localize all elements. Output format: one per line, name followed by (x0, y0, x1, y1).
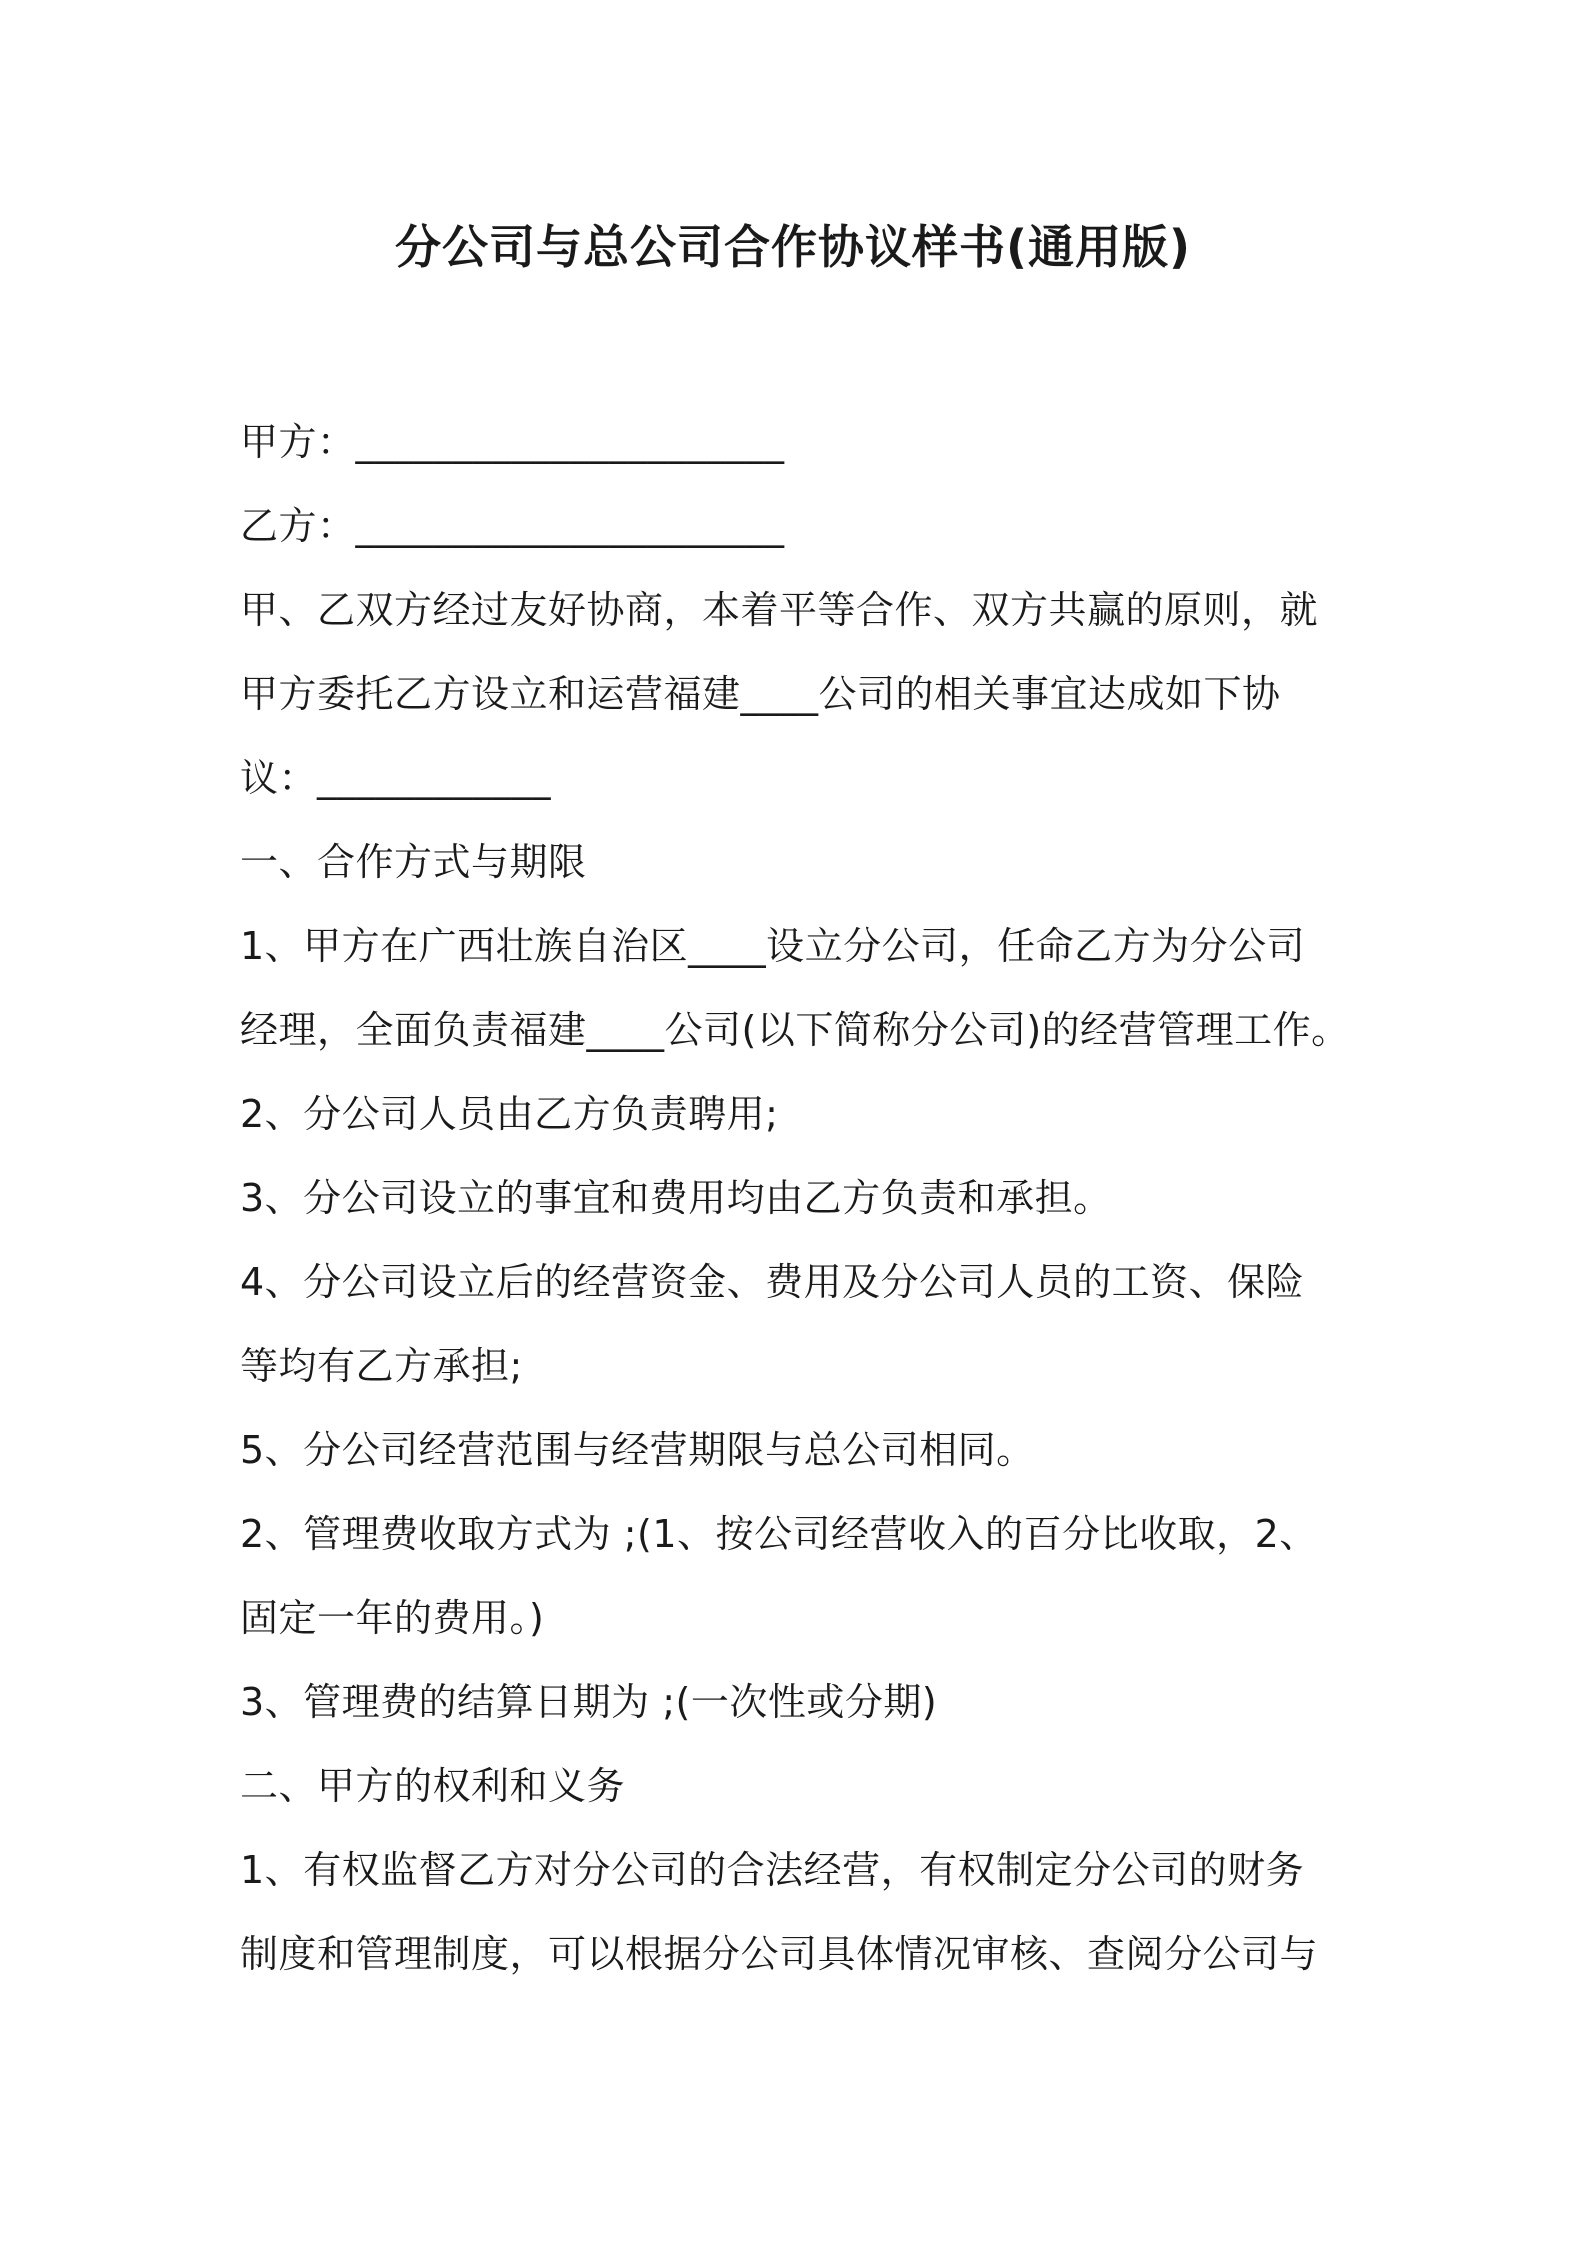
clause-line: 制度和管理制度，可以根据分公司具体情况审核、查阅分公司与 (240, 1932, 1319, 1976)
clause-line: 经理，全面负责福建____公司(以下简称分公司)的经营管理工作。 (240, 1008, 1350, 1052)
clause-line: 1、甲方在广西壮族自治区____设立分公司，任命乙方为分公司 (240, 924, 1306, 968)
clause-line: 2、分公司人员由乙方负责聘用; (240, 1092, 779, 1136)
clause-line: 3、管理费的结算日期为 ;(一次性或分期) (240, 1680, 938, 1724)
section-heading: 二、甲方的权利和义务 (240, 1764, 626, 1808)
section-heading: 一、合作方式与期限 (240, 840, 587, 884)
clause-line: 4、分公司设立后的经营资金、费用及分公司人员的工资、保险 (240, 1260, 1305, 1304)
clause-line: 1、有权监督乙方对分公司的合法经营，有权制定分公司的财务 (240, 1848, 1305, 1892)
clause-line: 5、分公司经营范围与经营期限与总公司相同。 (240, 1428, 1035, 1472)
document-body (240, 400, 1380, 1996)
document-title: 分公司与总公司合作协议样书(通用版) (394, 220, 1192, 274)
party-a-line: 甲方：______________________ (240, 420, 785, 464)
clause-line: 等均有乙方承担; (240, 1344, 523, 1388)
party-b-line: 乙方：______________________ (240, 504, 785, 548)
clause-line: 固定一年的费用。) (240, 1596, 545, 1640)
preamble-line: 甲方委托乙方设立和运营福建____公司的相关事宜达成如下协 (240, 672, 1281, 716)
clause-line: 3、分公司设立的事宜和费用均由乙方负责和承担。 (240, 1176, 1112, 1220)
clause-line: 2、管理费收取方式为 ;(1、按公司经营收入的百分比收取，2、 (240, 1512, 1318, 1556)
preamble-line: 甲、乙双方经过友好协商，本着平等合作、双方共赢的原则，就 (240, 588, 1319, 632)
preamble-line: 议：____________ (240, 756, 552, 800)
